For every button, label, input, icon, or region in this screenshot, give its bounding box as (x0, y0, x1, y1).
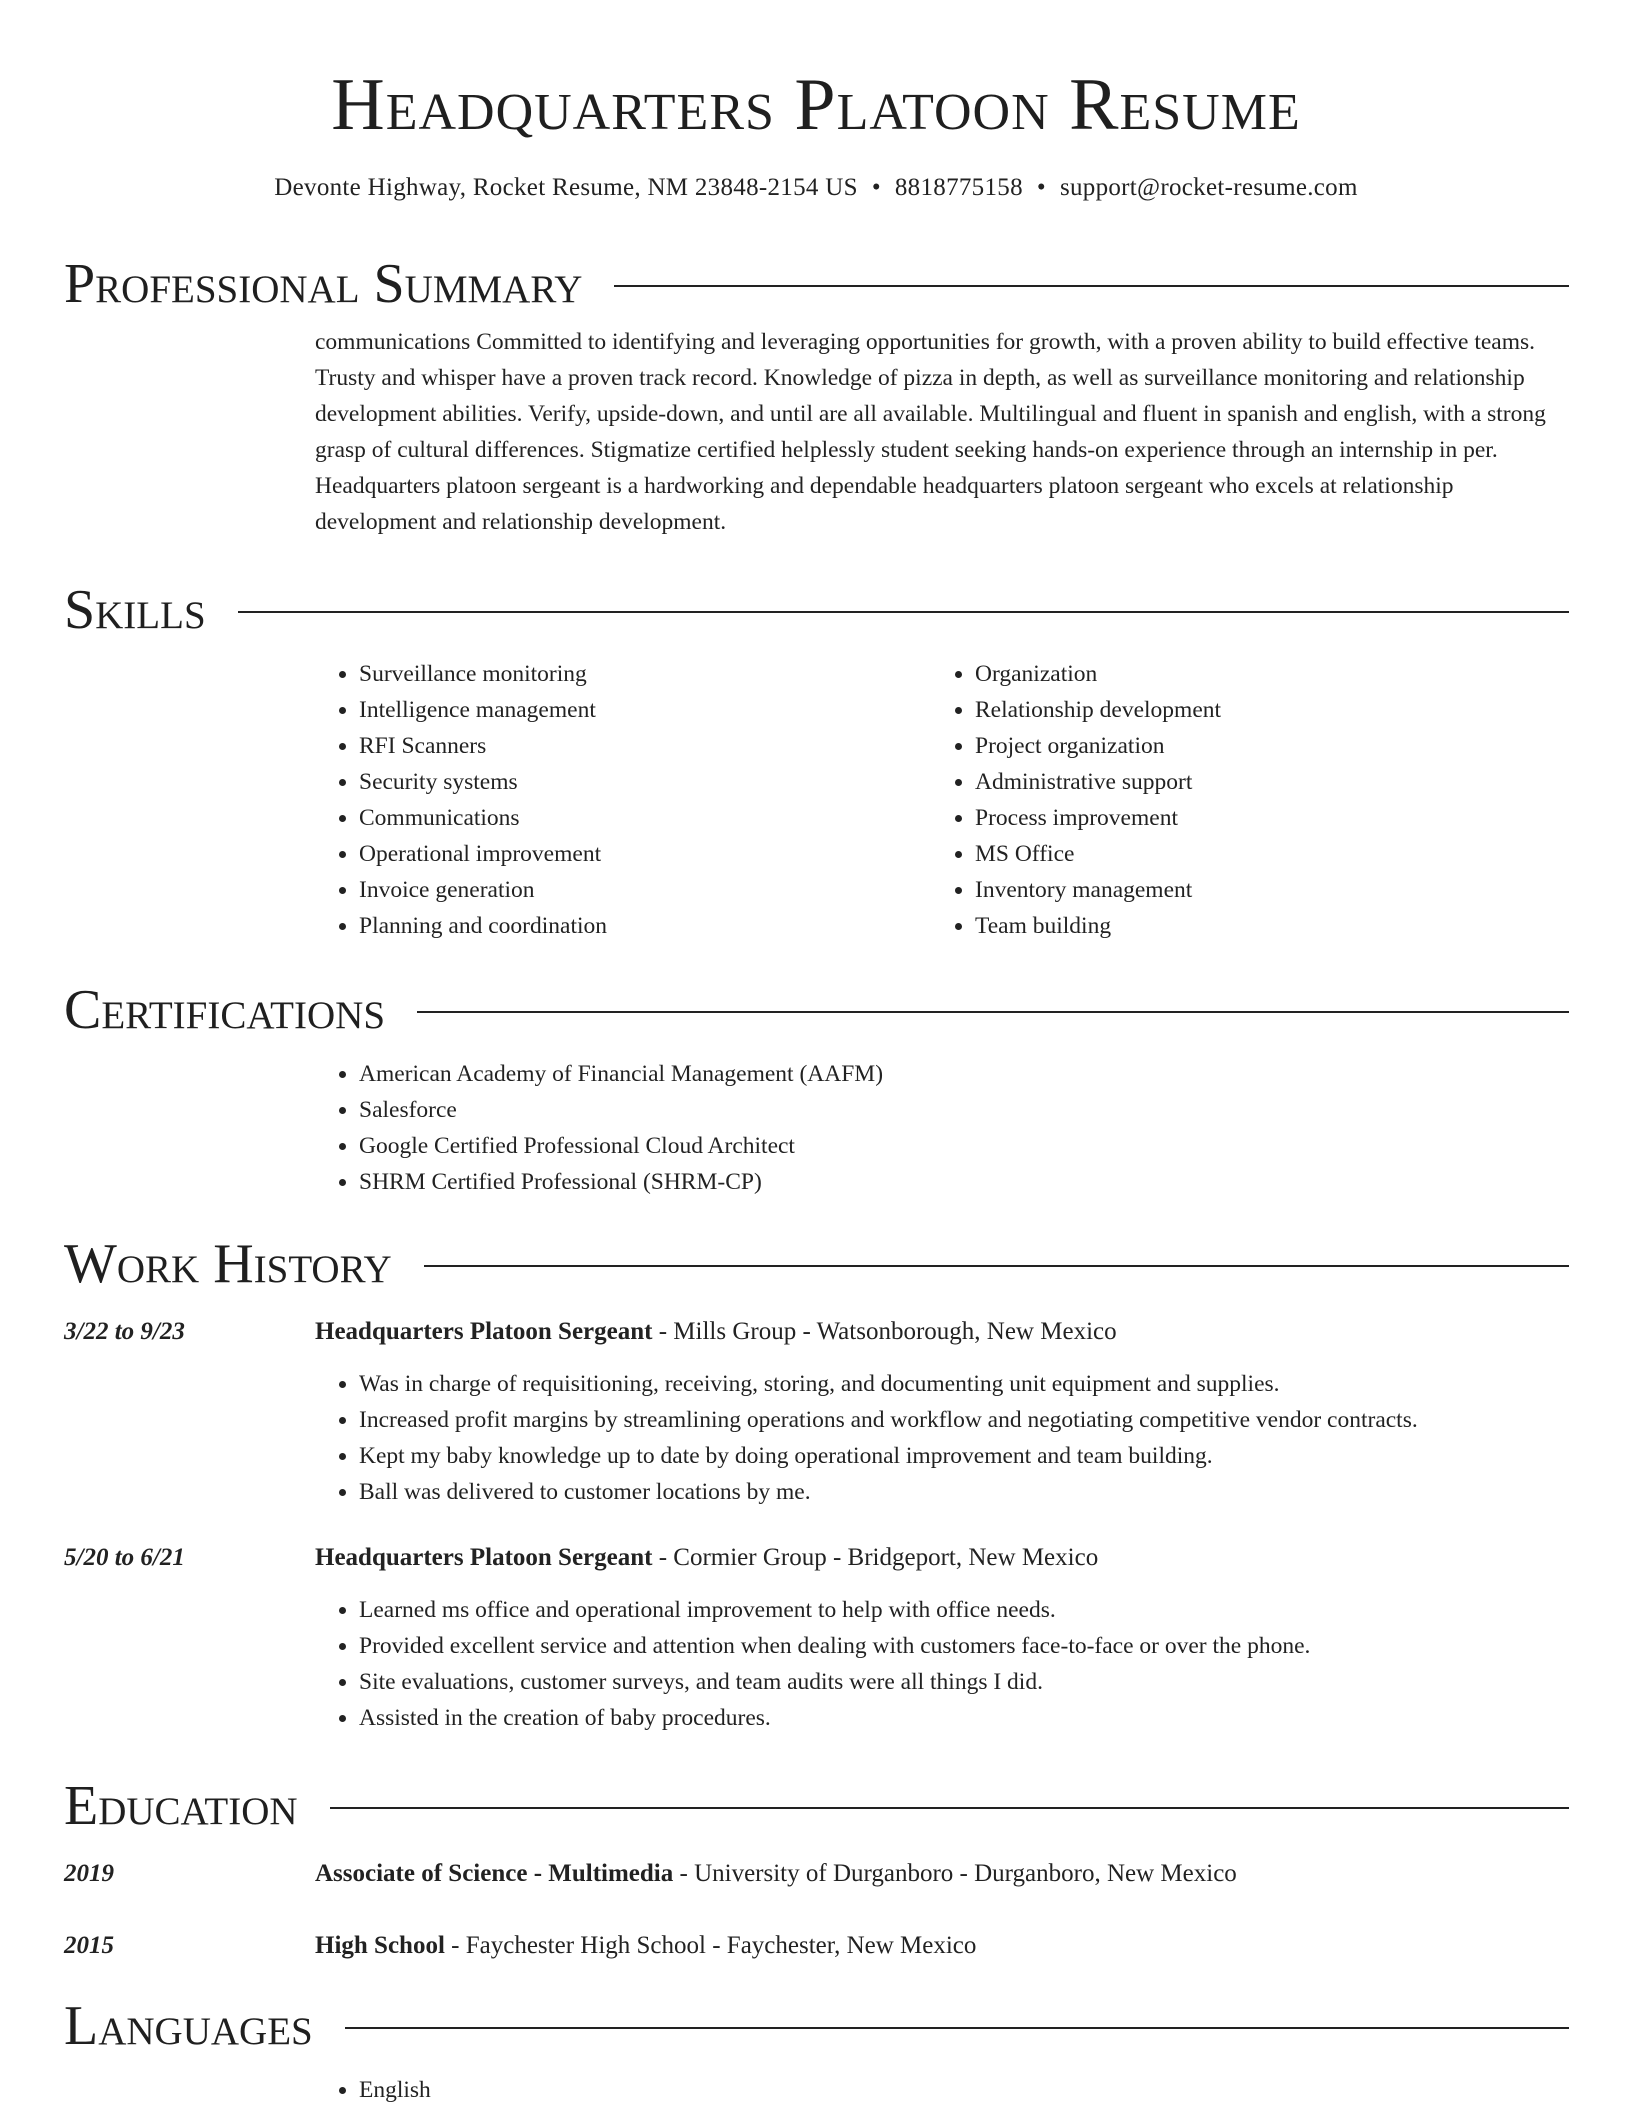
education-heading (315, 1928, 1569, 1964)
skill-item: • Inventory management (975, 872, 1547, 908)
skill-item: • Intelligence management (359, 692, 931, 728)
skill-item: • Surveillance monitoring (359, 656, 931, 692)
job-entry (64, 1540, 1569, 1736)
phone: 8818775158 (894, 174, 1023, 201)
jobs-list (64, 1314, 1569, 1736)
address: Devonte Highway, Rocket Resume, NM 23848-2154 US (274, 174, 858, 201)
section-header (64, 1996, 1569, 2056)
job-header (64, 1540, 1569, 1576)
education-list (64, 1856, 1569, 1964)
section-rule (330, 1807, 1569, 1809)
job-date: 5/20 to 6/21 (64, 1544, 185, 1571)
skill-item: • Invoice generation (359, 872, 931, 908)
section-title: Professional Summary (64, 253, 583, 315)
certification-item: • Google Certified Professional Cloud Architect (359, 1128, 1569, 1164)
section-title: Languages (64, 1995, 313, 2057)
section-rule (417, 1011, 1569, 1013)
job-heading (315, 1540, 1569, 1576)
section-title: Education (64, 1775, 298, 1837)
education-degree: Associate of Science - Multimedia (315, 1860, 674, 1887)
job-date: 3/22 to 9/23 (64, 1318, 185, 1345)
education-school: - Faychester High School - Faychester, New Mexico (444, 1932, 977, 1959)
education-date: 2019 (64, 1860, 114, 1887)
language-item: • English (359, 2072, 1569, 2108)
section-rule (238, 611, 1569, 613)
education-date: 2015 (64, 1932, 114, 1959)
section-title: Skills (64, 579, 206, 641)
section-title: Work History (64, 1233, 392, 1295)
separator: • (1036, 174, 1046, 201)
certifications-body (315, 1056, 1569, 1200)
job-employer: - Mills Group - Watsonborough, New Mexico (652, 1318, 1117, 1345)
certification-item: • SHRM Certified Professional (SHRM-CP) (359, 1164, 1569, 1200)
skill-item: • Security systems (359, 764, 931, 800)
skills-list-left (315, 656, 931, 944)
skill-item: • Communications (359, 800, 931, 836)
skill-item: • Administrative support (975, 764, 1547, 800)
job-bullet: • Ball was delivered to customer locations by me. (359, 1474, 1569, 1510)
skills-column-left (315, 656, 931, 944)
education-heading (315, 1856, 1569, 1892)
job-details (315, 1592, 1569, 1736)
skill-item: • Project organization (975, 728, 1547, 764)
education-entry (64, 1928, 1569, 1964)
job-entry (64, 1314, 1569, 1510)
section-header (64, 1234, 1569, 1294)
job-employer: - Cormier Group - Bridgeport, New Mexico (652, 1544, 1099, 1571)
education-school: - University of Durganboro - Durganboro, New Mexico (673, 1860, 1237, 1887)
section-rule (614, 285, 1569, 287)
languages-body (315, 2072, 1569, 2108)
skill-item: • MS Office (975, 836, 1547, 872)
skill-item: • Operational improvement (359, 836, 931, 872)
skills-columns (315, 656, 1569, 944)
certifications-list (315, 1056, 1569, 1200)
skills-column-right (931, 656, 1547, 944)
summary-section (64, 254, 1569, 540)
certification-item: • American Academy of Financial Management (AAFM) (359, 1056, 1569, 1092)
job-header (64, 1314, 1569, 1350)
section-header (64, 1776, 1569, 1836)
section-rule (424, 1265, 1569, 1267)
skill-item: • Planning and coordination (359, 908, 931, 944)
skill-item: • Team building (975, 908, 1547, 944)
section-header (64, 254, 1569, 314)
job-bullet: • Kept my baby knowledge up to date by doing operational improvement and team building. (359, 1438, 1569, 1474)
job-bullet: • Site evaluations, customer surveys, and team audits were all things I did. (359, 1664, 1569, 1700)
job-bullets (315, 1366, 1569, 1510)
separator: • (871, 174, 881, 201)
certification-item: • Salesforce (359, 1092, 1569, 1128)
languages-section (64, 1996, 1569, 2108)
work-history-section (64, 1234, 1569, 1736)
job-bullet: • Was in charge of requisitioning, receiving, storing, and documenting unit equipment and supplies. (359, 1366, 1569, 1402)
languages-list (315, 2072, 1569, 2108)
job-title: Headquarters Platoon Sergeant (315, 1318, 653, 1345)
skill-item: • Process improvement (975, 800, 1547, 836)
job-bullets (315, 1592, 1569, 1736)
email: support@rocket-resume.com (1059, 174, 1358, 201)
skill-item: • Relationship development (975, 692, 1547, 728)
section-header (64, 580, 1569, 640)
certifications-section (64, 980, 1569, 1200)
job-details (315, 1366, 1569, 1510)
job-title: Headquarters Platoon Sergeant (315, 1544, 653, 1571)
job-heading (315, 1314, 1569, 1350)
skill-item: • Organization (975, 656, 1547, 692)
job-bullet: • Learned ms office and operational improvement to help with office needs. (359, 1592, 1569, 1628)
skills-section (64, 580, 1569, 944)
resume-title: Headquarters Platoon Resume (331, 64, 1301, 146)
section-title: Certifications (64, 979, 386, 1041)
contact-line (0, 174, 1632, 202)
summary-text: communications Committed to identifying and leveraging opportunities for growth, with a proven ability to build effective teams. Trusty and whisper have a proven track record. Knowledge of pizza in depth, as well as surveillance monitoring and relationship development abilities. Verify, upside-down, and until are all available. Multilingual and fluent in spanish and english, with a strong grasp of cultural differences. Stigmatize certified helplessly student seeking hands-on experience through an internship in per. Headquarters platoon sergeant is a hardworking and dependable headquarters platoon sergeant who excels at relationship development and relationship development. (315, 329, 1546, 535)
job-bullet: • Increased profit margins by streamlining operations and workflow and negotiating competitive vendor contracts. (359, 1402, 1569, 1438)
education-entry (64, 1856, 1569, 1892)
job-bullet: • Provided excellent service and attention when dealing with customers face-to-face or over the phone. (359, 1628, 1569, 1664)
section-header (64, 980, 1569, 1040)
skill-item: • RFI Scanners (359, 728, 931, 764)
skills-list-right (931, 656, 1547, 944)
section-rule (345, 2027, 1569, 2029)
education-degree: High School (315, 1932, 445, 1959)
job-bullet: • Assisted in the creation of baby procedures. (359, 1700, 1569, 1736)
education-section (64, 1776, 1569, 1964)
